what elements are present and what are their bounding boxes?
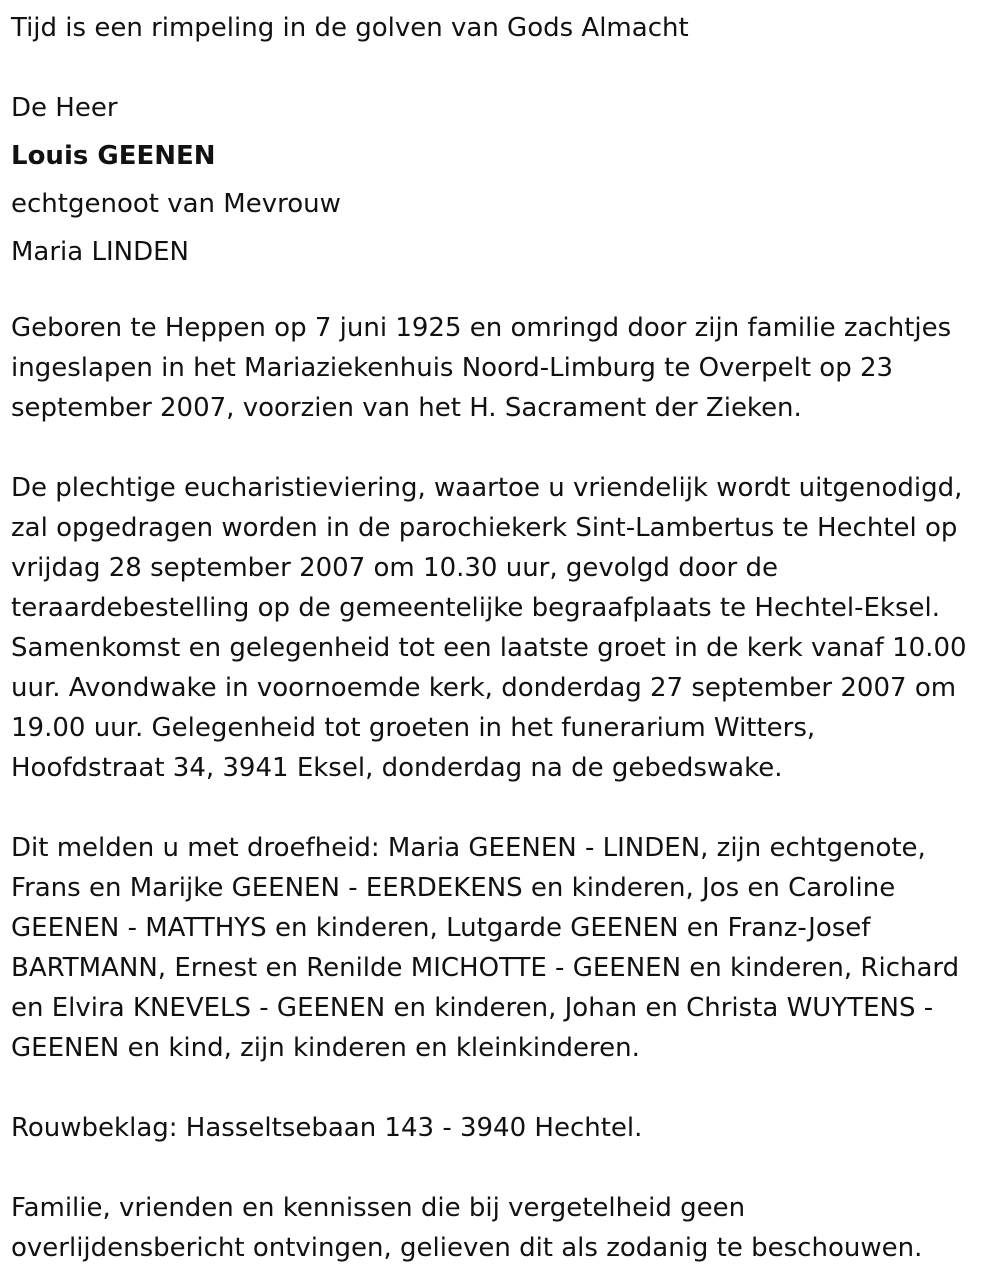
deceased-name: Louis GEENEN (11, 141, 216, 171)
spacer (11, 276, 996, 308)
spacer (11, 428, 996, 468)
condolence-address: Rouwbeklag: Hasseltsebaan 143 - 3940 Hechtel. (11, 1113, 643, 1143)
spacer (11, 52, 996, 84)
spacer (11, 1148, 996, 1188)
salutation: De Heer (11, 93, 118, 123)
family-paragraph: Dit melden u met droefheid: Maria GEENEN - LINDEN, zijn echtgenote, Frans en Marijke GEENEN - EERDEKENS en kinderen, Jos en Caroline GEENEN - MATTHYS en kinderen, Lutgarde GEENEN en Franz-Josef BARTMANN, Ernest en Renilde MICHOTTE - GEENEN en kinderen, Richard en Elvira KNEVELS - GEENEN en kinderen, Johan en Christa WUYTENS - GEENEN en kind, zijn kinderen en kleinkinderen. (11, 833, 960, 1063)
obituary-notice (11, 4, 996, 1268)
spouse-name: Maria LINDEN (11, 237, 189, 267)
closing-paragraph: Familie, vrienden en kennissen die bij vergetelheid geen overlijdensbericht ontvingen, gelieven dit als zodanig te beschouwen. (11, 1193, 923, 1263)
spacer (11, 1068, 996, 1108)
birth-death-paragraph: Geboren te Heppen op 7 juni 1925 en omringd door zijn familie zachtjes ingeslapen in het Mariaziekenhuis Noord-Limburg te Overpelt op 23 september 2007, voorzien van het H. Sacrament der Zieken. (11, 313, 952, 423)
ceremony-paragraph: De plechtige eucharistieviering, waartoe u vriendelijk wordt uitgenodigd, zal opgedragen worden in de parochiekerk Sint-Lambertus te Hechtel op vrijdag 28 september 2007 om 10.30 uur, gevolgd door de teraardebestelling op de gemeentelijke begraafplaats te Hechtel-Eksel. Samenkomst en gelegenheid tot een laatste groet in de kerk vanaf 10.00 uur. Avondwake in voornoemde kerk, donderdag 27 september 2007 om 19.00 uur. Gelegenheid tot groeten in het funerarium Witters, Hoofdstraat 34, 3941 Eksel, donderdag na de gebedswake. (11, 473, 967, 783)
motto: Tijd is een rimpeling in de golven van Gods Almacht (11, 13, 689, 43)
spouse-label: echtgenoot van Mevrouw (11, 189, 341, 219)
spacer (11, 788, 996, 828)
